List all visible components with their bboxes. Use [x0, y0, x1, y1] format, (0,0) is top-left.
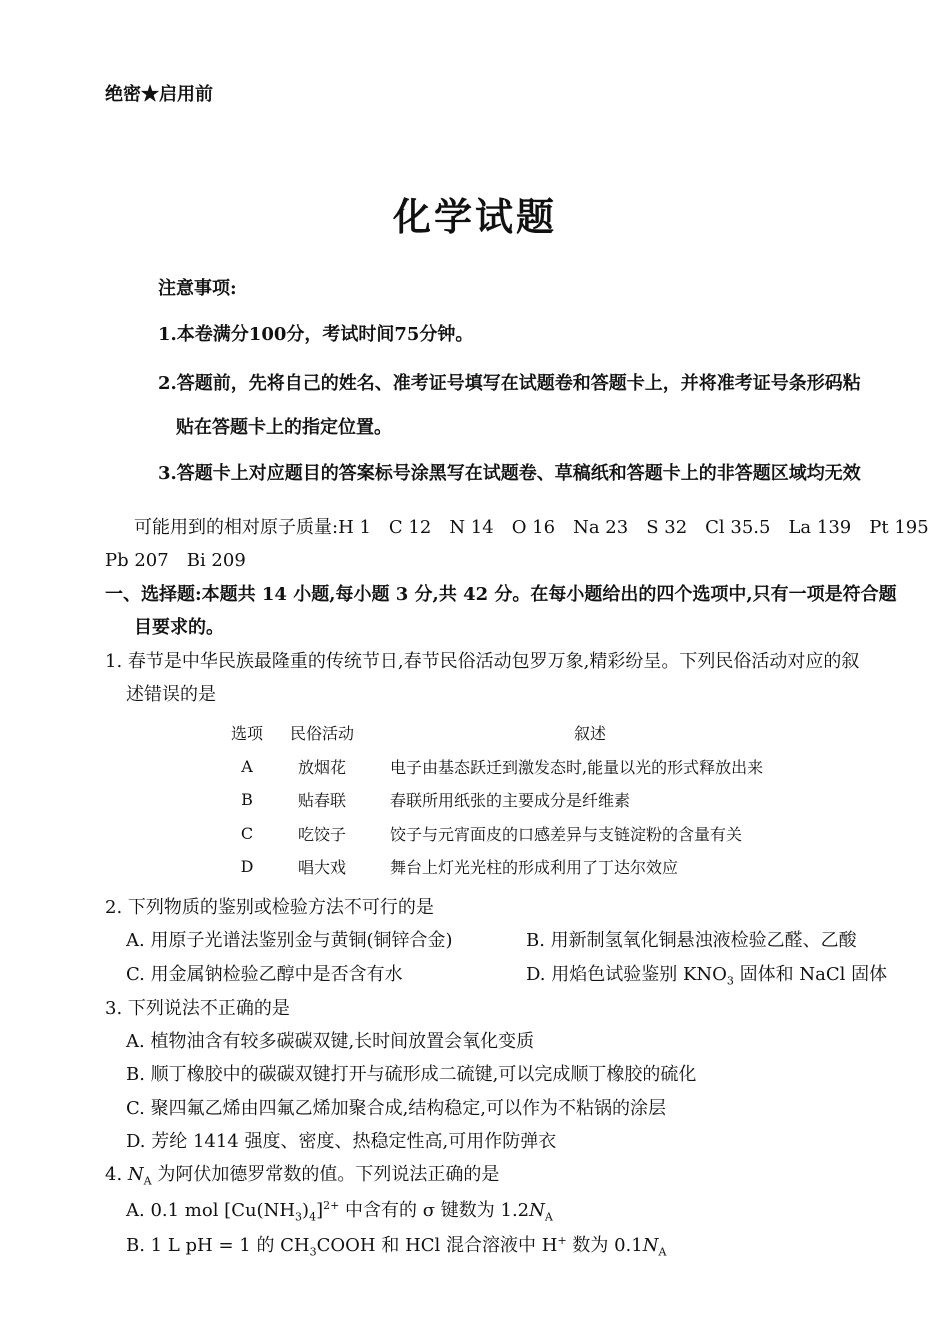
table-cell-option: D [240, 857, 254, 877]
question-3-option-c: C. 聚四氟乙烯由四氟乙烯加聚合成,结构稳定,可以作为不粘锅的涂层 [126, 1098, 667, 1119]
note-item-3: 3.答题卡上对应题目的答案标号涂黑写在试题卷、草稿纸和答题卡上的非答题区域均无效 [158, 463, 861, 484]
table-cell-activity: 贴春联 [297, 791, 346, 811]
table-cell-description: 春联所用纸张的主要成分是纤维素 [390, 791, 631, 811]
atomic-masses-line2: Pb 207 Bi 209 [105, 550, 246, 571]
note-item-1: 1.本卷满分100分，考试时间75分钟。 [158, 324, 474, 345]
question-2-stem: 2. 下列物质的鉴别或检验方法不可行的是 [105, 897, 434, 918]
section-heading: 一、选择题:本题共 14 小题,每小题 3 分,共 42 分。在每小题给出的四个选项中,只有一项是符合题 [105, 584, 897, 605]
question-4-stem: 4. $N_A$ 为阿伏加德罗常数的值。下列说法正确的是 [105, 1164, 500, 1188]
question-1-stem: 1. 春节是中华民族最隆重的传统节日,春节民俗活动包罗万象,精彩纷呈。下列民俗活动对应的叙 [105, 651, 860, 672]
atomic-masses-line1: 可能用到的相对原子质量:H 1 C 12 N 14 O 16 Na 23 S 32 Cl 35.5 La 139 Pt 195 [134, 517, 929, 538]
section-heading-cont: 目要求的。 [134, 617, 224, 638]
table-row [222, 783, 790, 817]
question-2-option-a: A. 用原子光谱法鉴别金与黄铜(铜锌合金) [126, 930, 453, 951]
question-3-option-a: A. 植物油含有较多碳碳双键,长时间放置会氧化变质 [126, 1031, 535, 1052]
table-cell-description: 饺子与元宵面皮的口感差异与支链淀粉的含量有关 [390, 824, 743, 844]
question-1-table [222, 716, 790, 884]
table-header-row [222, 716, 790, 750]
page-title: 化学试题 [392, 194, 557, 239]
question-4-option-a: A. 0.1 mol $[Cu(NH_3)_4]^{2+}$ 中含有的 σ 键数为 $1.2N_A$ [126, 1199, 553, 1224]
question-3-stem: 3. 下列说法不正确的是 [105, 998, 290, 1019]
question-1-stem-cont: 述错误的是 [126, 684, 216, 705]
table-cell-activity: 放烟花 [297, 757, 346, 777]
table-header-activity: 民俗活动 [289, 724, 354, 744]
table-cell-description: 电子由基态跃迁到激发态时,能量以光的形式释放出来 [390, 757, 764, 777]
table-cell-option: B [241, 790, 253, 810]
question-2-option-c: C. 用金属钠检验乙醇中是否含有水 [126, 964, 403, 985]
table-row [222, 817, 790, 851]
question-4-option-b: B. 1 L pH = 1 的 $CH_3COOH$ 和 HCl 混合溶液中 H+ 数为 $0.1N_A$ [126, 1234, 667, 1259]
table-header-description: 叙述 [573, 724, 606, 744]
table-cell-activity: 吃饺子 [297, 824, 346, 844]
table-cell-option: C [240, 823, 254, 843]
note-item-2: 2.答题前，先将自己的姓名、准考证号填写在试题卷和答题卡上，并将准考证号条形码粘 [158, 373, 861, 394]
table-cell-activity: 唱大戏 [297, 858, 346, 878]
question-2-option-d: D. 用焰色试验鉴别 $KNO_3$ 固体和 NaCl 固体 [526, 964, 888, 988]
note-item-2-cont: 贴在答题卡上的指定位置。 [176, 417, 392, 438]
question-3-option-b: B. 顺丁橡胶中的碳碳双键打开与硫形成二硫键,可以完成顺丁橡胶的硫化 [126, 1064, 697, 1085]
confidential-mark: 绝密★启用前 [105, 84, 213, 105]
table-cell-option: A [241, 756, 253, 776]
table-header-option: 选项 [230, 724, 263, 744]
table-row [222, 850, 790, 884]
notes-heading: 注意事项: [158, 278, 237, 299]
question-3-option-d: D. 芳纶 1414 强度、密度、热稳定性高,可用作防弹衣 [126, 1131, 557, 1152]
table-cell-description: 舞台上灯光光柱的形成利用了丁达尔效应 [390, 858, 679, 878]
table-row [222, 750, 790, 784]
question-2-option-b: B. 用新制氢氧化铜悬浊液检验乙醛、乙酸 [526, 930, 857, 951]
